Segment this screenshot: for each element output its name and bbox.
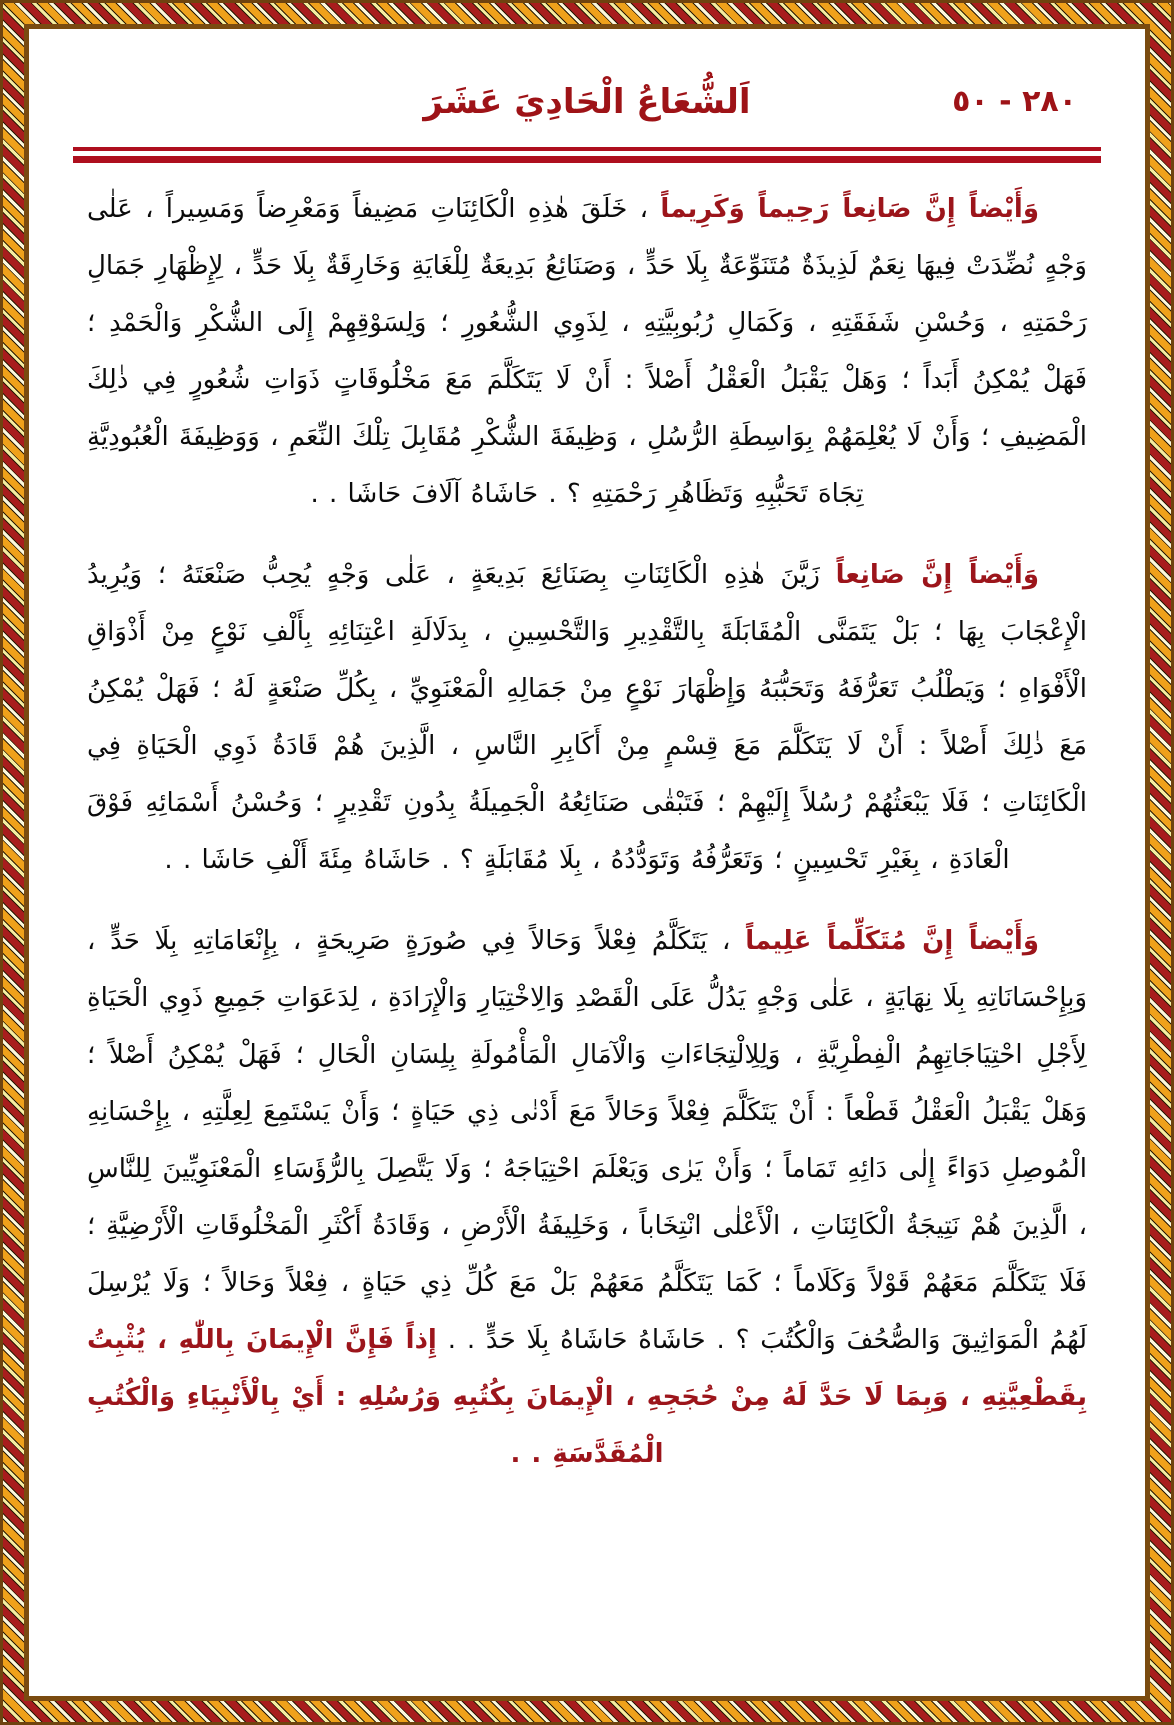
paragraph-3-red-lead: وَأَيْضاً إِنَّ مُتَكَلِّماً عَلِيماً [745,926,1040,956]
paragraph-3 [87,913,1087,1483]
paragraph-1 [87,181,1087,523]
paragraph-2-body-text: زَيَّنَ هٰذِهِ الْكَائِنَاتِ بِصَنَائِعَ بَدِيعَةٍ ، عَلٰى وَجْهٍ يُحِبُّ صَنْعَتَهُ ؛ وَيُرِيدُ الْإِعْجَابَ بِهَا ؛ بَلْ يَتَمَنَّى الْمُقَابَلَةَ بِالتَّقْدِيرِ وَالتَّحْسِينِ ، بِدَلَالَةِ اعْتِنَائِهِ بِأَلْفِ نَوْعٍ مِنْ أَذْوَاقِ الْأَفْوَاهِ ؛ وَيَطْلُبُ تَعَرُّفَهُ وَتَحَبُّبَهُ وَإِظْهَارَ نَوْعٍ مِنْ جَمَالِهِ الْمَعْنَوِيِّ ، بِكُلِّ صَنْعَةٍ لَهُ ؛ فَهَلْ يُمْكِنُ مَعَ ذٰلِكَ أَصْلاً : أَنْ لَا يَتَكَلَّمَ مَعَ قِسْمٍ مِنْ أَكَابِرِ النَّاسِ ، الَّذِينَ هُمْ قَادَةُ ذَوِي الْحَيَاةِ فِي الْكَائِنَاتِ ؛ فَلَا يَبْعَثُهُمْ رُسُلاً إِلَيْهِمْ ؛ فَتَبْقٰى صَنَائِعُهُ الْجَمِيلَةُ بِدُونِ تَقْدِيرٍ ؛ وَحُسْنُ أَسْمَائِهِ فَوْقَ الْعَادَةِ ، بِغَيْرِ تَحْسِينٍ ؛ وَتَعَرُّفُهُ وَتَوَدُّدُهُ ، بِلَا مُقَابَلَةٍ ؟ . حَاشَاهُ مِئَةَ أَلْفِ حَاشَا . . [87,560,1087,875]
page-number: ٢٨٠ - ٥٠ [952,84,1077,119]
paragraph-1-red-lead: وَأَيْضاً إِنَّ صَانِعاً رَحِيماً وَكَرِيماً [660,194,1040,224]
paragraph-2-red-lead: وَأَيْضاً إِنَّ صَانِعاً [835,560,1039,590]
page-header [59,67,1115,145]
divider-bottom-line [73,156,1101,163]
page-title: اَلشُّعَاعُ الْحَادِيَ عَشَرَ [423,82,751,122]
paragraph-1-body-text: ، خَلَقَ هٰذِهِ الْكَائِنَاتِ مَضِيفاً وَمَعْرِضاً وَمَسِيراً ، عَلٰى وَجْهٍ نُضِّدَتْ فِيهَا نِعَمٌ لَذِيذَةٌ مُتَنَوِّعَةٌ بِلَا حَدٍّ ، وَصَنَائِعُ بَدِيعَةٌ لِلْغَايَةِ وَخَارِقَةٌ بِلَا حَدٍّ ، لِإِظْهَارِ جَمَالِ رَحْمَتِهِ ، وَحُسْنِ شَفَقَتِهِ ، وَكَمَالِ رُبُوبِيَّتِهِ ، لِذَوِي الشُّعُورِ ؛ وَلِسَوْقِهِمْ إِلَى الشُّكْرِ وَالْحَمْدِ ؛ فَهَلْ يُمْكِنُ أَبَداً ؛ وَهَلْ يَقْبَلُ الْعَقْلُ أَصْلاً : أَنْ لَا يَتَكَلَّمَ مَعَ مَخْلُوقَاتٍ ذَوَاتِ شُعُورٍ فِي ذٰلِكَ الْمَضِيفِ ؛ وَأَنْ لَا يُعْلِمَهُمْ بِوَاسِطَةِ الرُّسُلِ ، وَظِيفَةَ الشُّكْرِ مُقَابِلَ تِلْكَ النِّعَمِ ، وَوَظِيفَةَ الْعُبُودِيَّةِ تِجَاهَ تَحَبُّبِهِ وَتَظَاهُرِ رَحْمَتِهِ ؟ . حَاشَاهُ آلَافَ حَاشَا . . [87,194,1087,509]
body-text-block [59,163,1115,1483]
paragraph-3-body-text: ، يَتَكَلَّمُ فِعْلاً وَحَالاً فِي صُورَةٍ صَرِيحَةٍ ، بِإِنْعَامَاتِهِ بِلَا حَدٍّ ، وَبِإِحْسَانَاتِهِ بِلَا نِهَايَةٍ ، عَلٰى وَجْهٍ يَدُلُّ عَلَى الْقَصْدِ وَالِاخْتِيَارِ وَالْإِرَادَةِ ، لِدَعَوَاتِ جَمِيعِ ذَوِي الْحَيَاةِ لِأَجْلِ احْتِيَاجَاتِهِمُ الْفِطْرِيَّةِ ، وَلِلِالْتِجَاءَاتِ وَالْآمَالِ الْمَأْمُولَةِ بِلِسَانِ الْحَالِ ؛ فَهَلْ يُمْكِنُ أَصْلاً ؛ وَهَلْ يَقْبَلُ الْعَقْلُ قَطْعاً : أَنْ يَتَكَلَّمَ فِعْلاً وَحَالاً مَعَ أَدْنٰى ذِي حَيَاةٍ ؛ وَأَنْ يَسْتَمِعَ لِعِلَّتِهِ ، بِإِحْسَانِهِ الْمُوصِلِ دَوَاءً إِلٰى دَائِهِ تَمَاماً ؛ وَأَنْ يَرٰى وَيَعْلَمَ احْتِيَاجَهُ ؛ وَلَا يَتَّصِلَ بِالرُّؤَسَاءِ الْمَعْنَوِيِّينَ لِلنَّاسِ ، الَّذِينَ هُمْ نَتِيجَةُ الْكَائِنَاتِ ، الْأَعْلٰى انْتِخَاباً ، وَخَلِيفَةُ الْأَرْضِ ، وَقَادَةُ أَكْثَرِ الْمَخْلُوقَاتِ الْأَرْضِيَّةِ ؛ فَلَا يَتَكَلَّمَ مَعَهُمْ قَوْلاً وَكَلَاماً ؛ كَمَا يَتَكَلَّمُ مَعَهُمْ بَلْ مَعَ كُلِّ ذِي حَيَاةٍ ، فِعْلاً وَحَالاً ؛ وَلَا يُرْسِلَ لَهُمُ الْمَوَاثِيقَ وَالصُّحُفَ وَالْكُتُبَ ؟ . حَاشَاهُ حَاشَاهُ بِلَا حَدٍّ . . [87,926,1087,1355]
paragraph-2 [87,547,1087,889]
double-rule-divider [73,147,1101,163]
paragraph-3-red-conclusion: إِذاً فَإِنَّ الْإِيمَانَ بِاللّٰهِ ، يُثْبِتُ بِقَطْعِيَّتِهِ ، وَبِمَا لَا حَدَّ لَهُ مِنْ حُجَجِهِ ، الْإِيمَانَ بِكُتُبِهِ وَرُسُلِهِ : أَيْ بِالْأَنْبِيَاءِ وَالْكُتُبِ الْمُقَدَّسَةِ . . [87,1325,1087,1469]
divider-top-line [73,147,1101,151]
content-area [24,24,1150,1701]
